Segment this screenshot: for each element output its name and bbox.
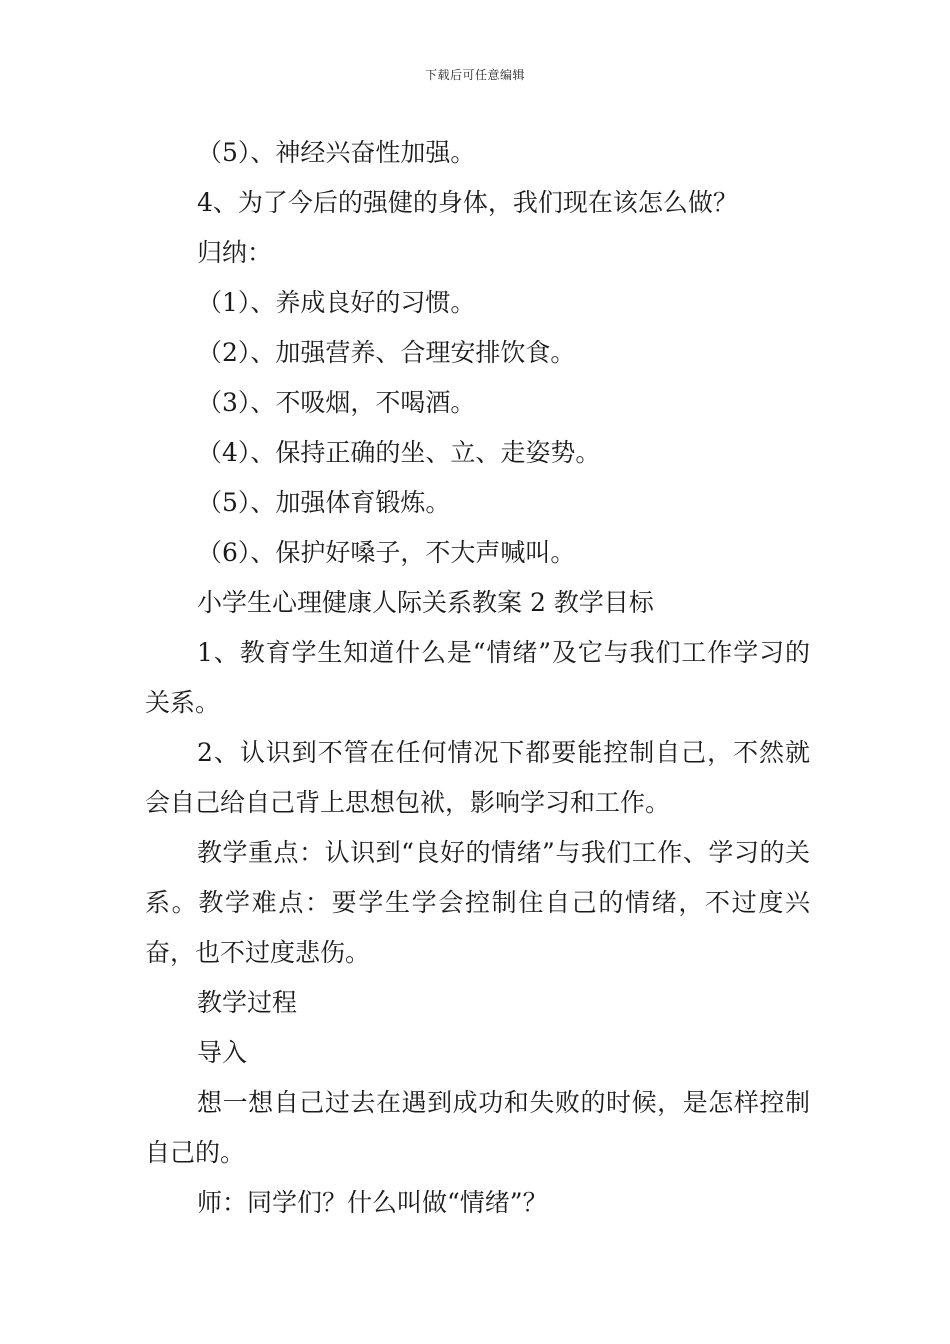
subheading: 导入 xyxy=(197,1038,248,1067)
objective-paragraph: 1、教育学生知道什么是“情绪”及它与我们工作学习的关系。 xyxy=(145,638,810,717)
question-heading: 4、为了今后的强健的身体，我们现在该怎么做？ xyxy=(197,188,738,217)
section-title: 小学生心理健康人际关系教案 2 教学目标 xyxy=(197,588,654,617)
list-item: （6）、保护好嗓子，不大声喊叫。 xyxy=(197,538,576,567)
document-body xyxy=(145,128,810,1228)
summary-label: 归纳： xyxy=(197,238,273,267)
subheading: 教学过程 xyxy=(197,988,298,1017)
list-item: （2）、加强营养、合理安排饮食。 xyxy=(197,338,576,367)
list-item: （1）、养成良好的习惯。 xyxy=(197,288,476,317)
objective-paragraph: 2、认识到不管在任何情况下都要能控制自己，不然就会自己给自己背上思想包袱，影响学习和工作。 xyxy=(145,738,810,817)
dialogue-line: 师：同学们？什么叫做“情绪”？ xyxy=(197,1188,548,1217)
key-points-paragraph: 教学重点：认识到“良好的情绪”与我们工作、学习的关系。教学难点：要学生学会控制住自己的情绪，不过度兴奋，也不过度悲伤。 xyxy=(145,838,810,967)
page-header-note: 下载后可任意编辑 xyxy=(424,68,525,82)
body-paragraph: 想一想自己过去在遇到成功和失败的时候，是怎样控制自己的。 xyxy=(145,1088,810,1167)
list-item: （5）、加强体育锻炼。 xyxy=(197,488,451,517)
list-item: （3）、不吸烟，不喝酒。 xyxy=(197,388,476,417)
list-item: （4）、保持正确的坐、立、走姿势。 xyxy=(197,438,601,467)
list-item: （5）、神经兴奋性加强。 xyxy=(197,138,476,167)
